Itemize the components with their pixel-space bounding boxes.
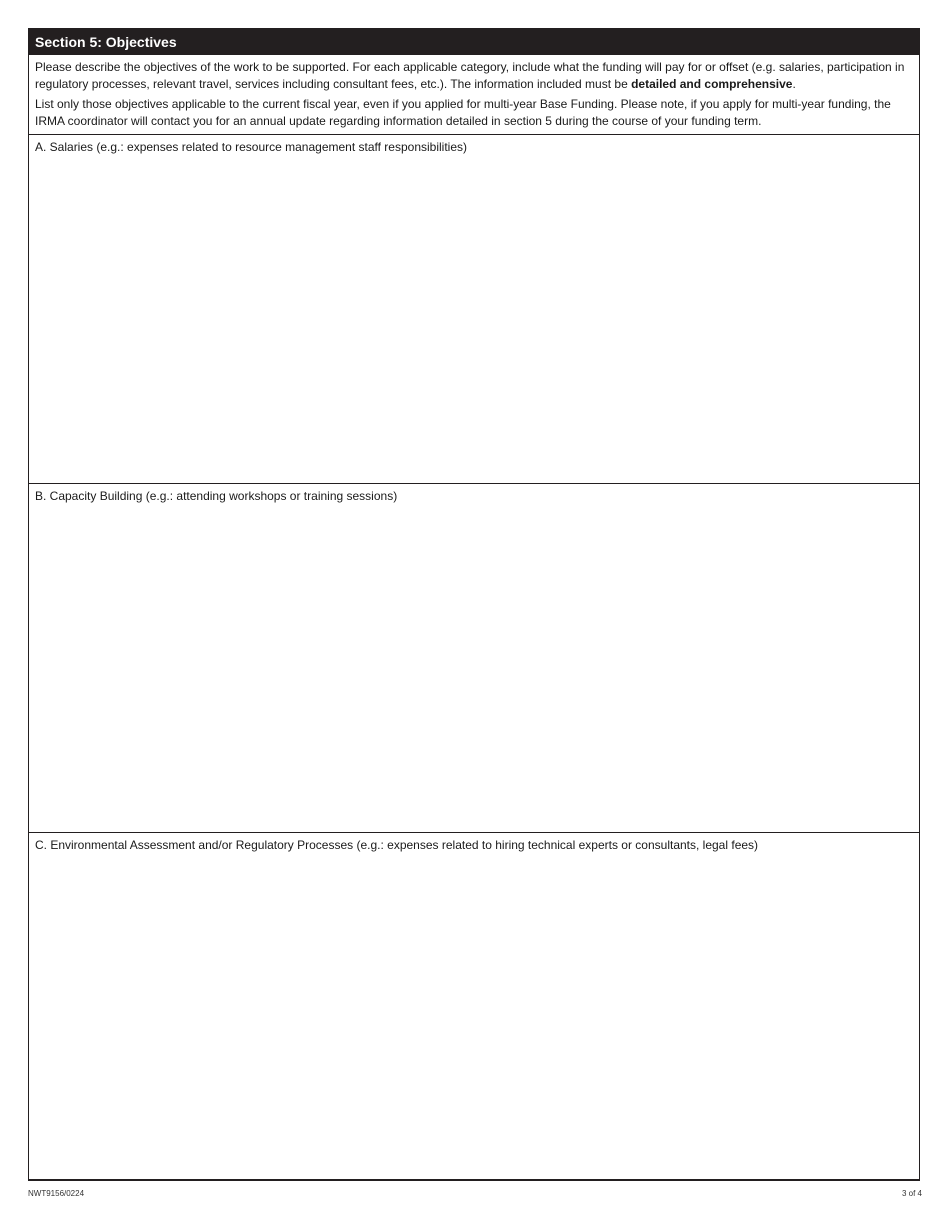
section-title: Section 5: Objectives	[29, 29, 919, 55]
capacity-building-field[interactable]	[35, 508, 913, 826]
capacity-building-label: B. Capacity Building (e.g.: attending workshops or training sessions)	[35, 489, 398, 503]
environmental-assessment-label: C. Environmental Assessment and/or Regulatory Processes (e.g.: expenses related to hiring technical experts or consultants, legal fees)	[35, 838, 759, 852]
instructions-p1-end: .	[792, 76, 796, 91]
salaries-field[interactable]	[35, 159, 913, 477]
instructions-p1-text: Please describe the objectives of the work to be supported. For each applicable category, include what the funding will pay for or offset (e.g. salaries, participation in regulatory processes, relevant travel, services including consultant fees, etc.). The information included must be	[35, 60, 905, 91]
form-code: NWT9156/0224	[28, 1189, 85, 1198]
objectives-form	[28, 28, 920, 1181]
instructions-p1-bold: detailed and comprehensive	[631, 76, 793, 91]
environmental-assessment-field[interactable]	[35, 857, 913, 1175]
environmental-assessment-box	[29, 833, 919, 1181]
instructions-paragraph-2: List only those objectives applicable to the current fiscal year, even if you applied for multi-year Base Funding. Please note, if you apply for multi-year funding, the IRMA coordinator will contact you for an annual update regarding information detailed in section 5 during the course of your funding term.	[35, 97, 891, 128]
instructions-paragraph-1	[35, 59, 913, 92]
capacity-building-box	[29, 484, 919, 833]
salaries-box	[29, 135, 919, 484]
page-number: 3 of 4	[901, 1189, 922, 1198]
salaries-label: A. Salaries (e.g.: expenses related to resource management staff responsibilities)	[35, 140, 467, 154]
instructions-block	[29, 55, 919, 135]
